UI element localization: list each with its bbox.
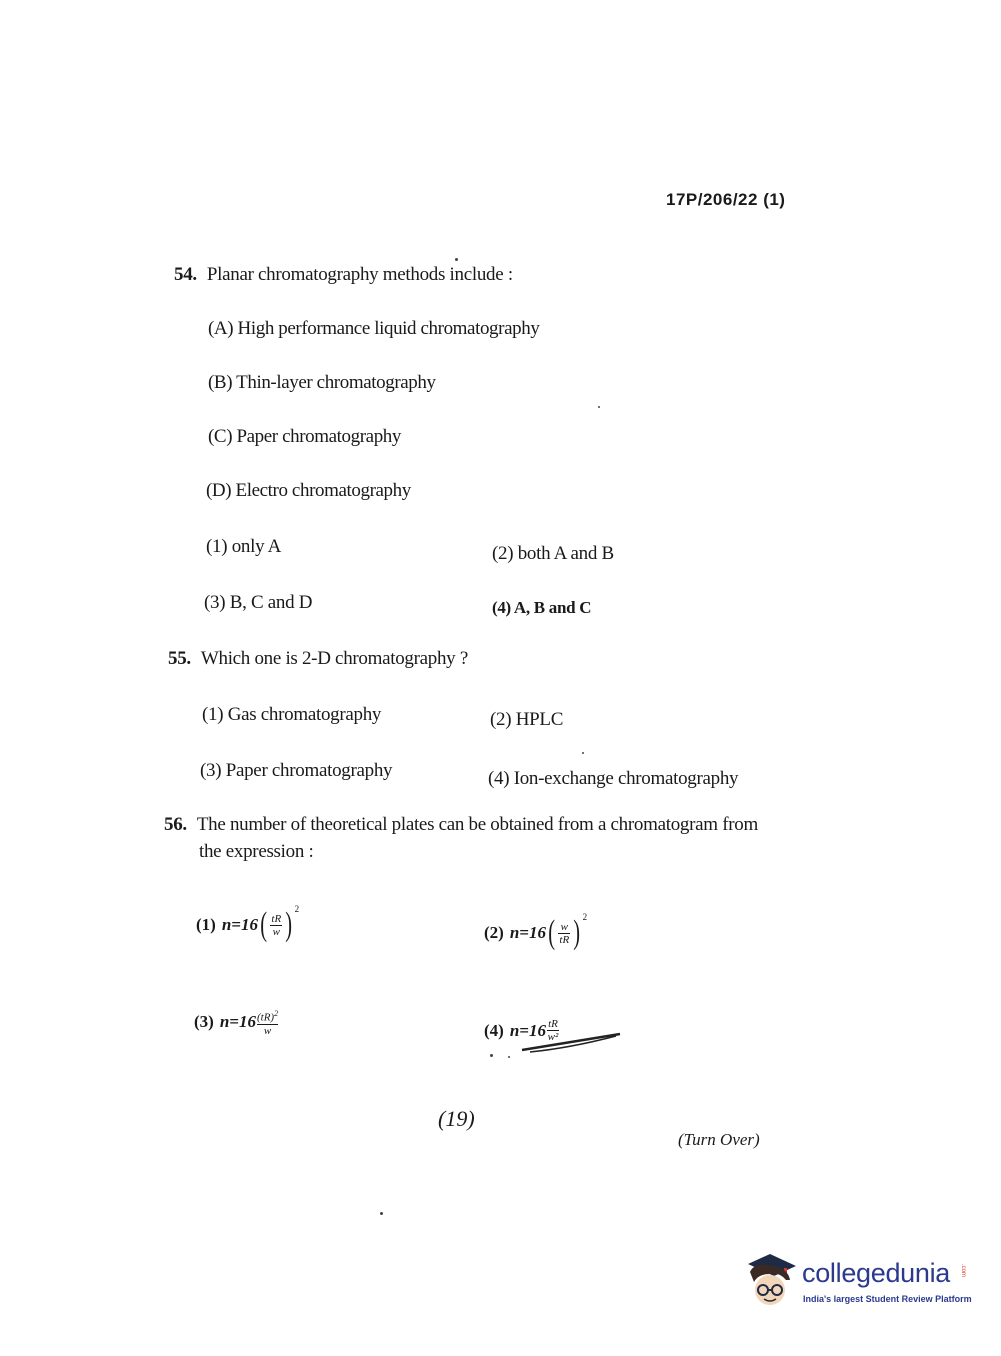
collegedunia-watermark: [740, 1250, 970, 1312]
fraction-denominator: tR: [559, 933, 570, 946]
brand-domain-suffix: .com: [960, 1264, 966, 1278]
question-text: The number of theoretical plates can be obtained from a chromatogram from: [196, 814, 758, 835]
formula-lhs: n: [219, 1012, 230, 1032]
statement-a: (A) High performance liquid chromatography: [208, 318, 540, 339]
q55-option-3: (3) Paper chromatography: [200, 760, 393, 781]
q55-option-2: (2) HPLC: [490, 709, 564, 730]
fraction-numerator: (tR)$^2$: [256, 1009, 279, 1024]
q56-option-3-formula: [194, 1008, 279, 1037]
q54-option-2: (2) both A and B: [492, 543, 614, 564]
q54-option-4: (4) A, B and C: [492, 598, 592, 617]
formula-exponent: 2: [294, 904, 300, 914]
question-text: Planar chromatography methods include :: [206, 264, 513, 285]
brand-name: collegedunia: [802, 1258, 951, 1288]
fraction-numerator: w: [560, 920, 568, 933]
statement-b: (B) Thin-layer chromatography: [208, 372, 436, 393]
question-56-continued: the expression :: [199, 841, 314, 862]
scan-speck: [380, 1212, 383, 1215]
q54-option-1: (1) only A: [206, 536, 282, 557]
formula-label: (2): [484, 923, 504, 942]
fraction-denominator: w: [272, 925, 280, 938]
q56-option-2-formula: (2) n =16 ( $\frac{w}{tR}$ ) 2: [484, 912, 588, 951]
question-number: 56.: [164, 814, 187, 835]
fraction-numerator: tR: [271, 912, 282, 925]
turn-over-note: (Turn Over): [678, 1130, 760, 1149]
formula-lhs: n: [509, 923, 520, 942]
question-number: 55.: [168, 648, 191, 669]
scan-speck: [508, 1056, 510, 1058]
formula-eq: =16: [519, 923, 546, 942]
formula-eq: =16: [229, 1012, 256, 1032]
formula-eq: =16: [519, 1020, 546, 1040]
formula-fraction: [558, 921, 570, 946]
formula-label: (3): [194, 1012, 214, 1032]
formula-label: (1): [196, 915, 216, 934]
formula-fraction: [257, 1008, 278, 1037]
question-number: 54.: [174, 264, 197, 285]
q55-option-4: (4) Ion-exchange chromatography: [488, 768, 739, 789]
q54-option-3: (3) B, C and D: [204, 592, 313, 613]
question-text: Which one is 2-D chromatography ?: [200, 648, 468, 669]
fraction-denominator: w: [263, 1024, 272, 1037]
q56-option-1-formula: (1) n =16 ( $\frac{tR}{w}$ ) 2: [196, 904, 300, 943]
fraction-numerator: tR: [548, 1018, 558, 1030]
statement-c: (C) Paper chromatography: [208, 426, 401, 447]
question-54: [174, 264, 513, 286]
formula-lhs: n: [221, 915, 232, 934]
formula-eq: =16: [231, 915, 258, 934]
question-55: [168, 648, 468, 670]
paper-code: 17P/206/22 (1): [666, 190, 786, 209]
formula-label: (4): [484, 1020, 504, 1040]
mascot-icon: [740, 1250, 800, 1312]
statement-d: (D) Electro chromatography: [206, 480, 411, 501]
pen-strike-mark: [520, 1026, 630, 1056]
formula-exponent: 2: [582, 912, 588, 922]
scan-speck: [455, 258, 458, 261]
question-56: [164, 814, 758, 836]
page-number: (19): [438, 1106, 475, 1131]
formula-fraction: [270, 913, 282, 938]
formula-lhs: n: [509, 1020, 520, 1040]
q55-option-1: (1) Gas chromatography: [202, 704, 382, 725]
scan-speck: [598, 406, 600, 408]
scan-speck: [490, 1054, 493, 1057]
brand-tagline: India's largest Student Review Platform: [803, 1294, 972, 1304]
scan-speck: [582, 752, 584, 754]
fraction-denominator: w²: [547, 1031, 559, 1043]
